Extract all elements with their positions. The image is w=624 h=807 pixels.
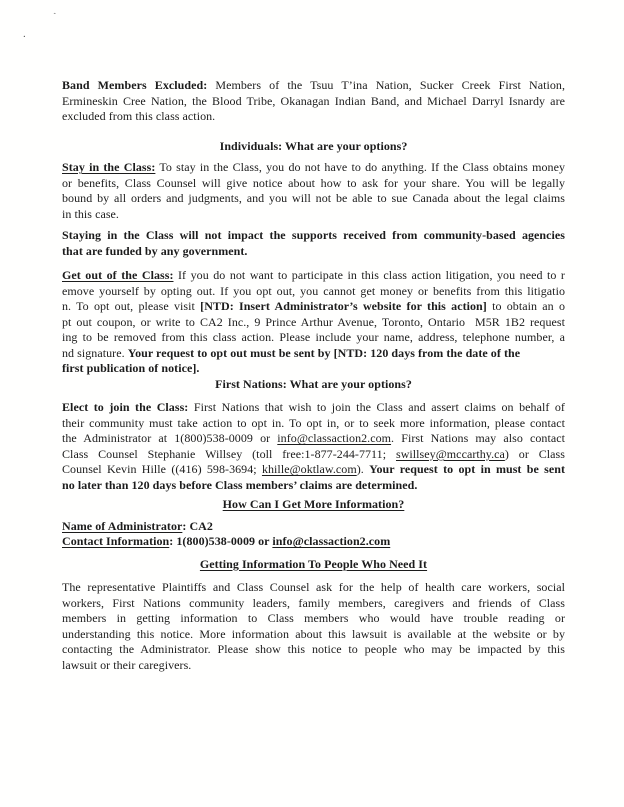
text-segment: excluded from this class action. <box>62 109 216 123</box>
text-line <box>62 534 565 550</box>
text-line <box>62 346 565 362</box>
text-segment: ing to be removed from this class action. Please include your name, address, telephone number, a <box>62 330 565 344</box>
text-segment: Ermineskin Cree Nation, the Blood Tribe, Okanagan Indian Band, and Michael Darryl Isnardy are <box>62 93 565 108</box>
text-line <box>62 244 565 260</box>
text-line <box>62 94 565 110</box>
text-line <box>62 478 565 494</box>
text-line <box>62 330 565 346</box>
heading-how-get-more-information: How Can I Get More Information? <box>222 497 405 511</box>
text-line <box>62 519 565 535</box>
text-segment: . First Nations may also contact <box>391 431 565 445</box>
emphasis-text: : CA2 <box>182 518 213 533</box>
email-text: khille@oktlaw.com <box>261 462 357 476</box>
text-line <box>62 462 565 478</box>
text-line <box>62 447 565 463</box>
text-segment: or benefits, Class Counsel will give notice about how to ask for your share. You will be legally <box>62 175 565 190</box>
text-segment: understanding this notice. More information about this lawsuit is available at the website or by <box>62 626 565 641</box>
text-line <box>62 315 565 331</box>
text-segment: their community must take action to opt in. To opt in, or to seek more information, please contact <box>62 415 565 430</box>
text-segment: the Administrator at 1(800)538-0009 or <box>62 431 278 445</box>
text-segment: pt out coupon, or write to CA2 Inc., 9 Prince Arthur Avenue, Toronto, Ontario M5R 1B2 request <box>62 314 565 329</box>
paragraph-band-members-excluded <box>62 78 565 125</box>
text-segment: ) or Class <box>504 446 565 461</box>
text-line <box>62 191 565 207</box>
emphasis-text: Band Members Excluded: <box>62 78 208 92</box>
emphasis-text: Contact Information <box>62 534 170 548</box>
emphasis-text: no later than 120 days before Class members’ claims are determined. <box>62 477 418 492</box>
text-line <box>62 78 565 94</box>
emphasis-text: first publication of notice]. <box>62 361 200 375</box>
text-segment: in this case. <box>62 206 119 221</box>
administrator-contact-block <box>62 519 565 550</box>
document-content <box>62 78 565 673</box>
text-line <box>62 658 565 674</box>
text-line <box>62 299 565 315</box>
text-line <box>62 176 565 192</box>
text-segment: Members of the Tsuu T’ina Nation, Sucker Creek First Nation, <box>207 78 565 92</box>
text-line <box>62 160 565 176</box>
text-line <box>62 611 565 627</box>
text-segment: If you do not want to participate in this class action litigation, you need to r <box>173 268 565 282</box>
text-segment: bound by all orders and judgments, and you will not be able to sue Canada about the legal claims <box>62 191 565 205</box>
text-segment: To stay in the Class, you do not have to do anything. If the Class obtains money <box>155 160 565 174</box>
emphasis-text: Elect to join the Class: <box>62 400 189 414</box>
heading-individuals-options: Individuals: What are your options? <box>219 138 408 153</box>
text-line <box>62 228 565 244</box>
text-segment: lawsuit or their caregivers. <box>62 657 192 672</box>
text-segment: emove yourself by opting out. If you opt out, you cannot get money or benefits from this litigatio <box>62 283 565 298</box>
email-text: info@classaction2.com <box>272 534 391 548</box>
text-segment: workers, First Nations community leaders, family members, caregivers and friends of Class <box>62 595 565 610</box>
text-line <box>62 109 565 125</box>
text-line <box>62 642 565 658</box>
text-line <box>62 431 565 447</box>
text-line <box>62 596 565 612</box>
emphasis-text: Staying in the Class will not impact the supports received from community-based agencies <box>62 228 565 242</box>
paragraph-elect-to-join <box>62 400 565 493</box>
emphasis-text: Your request to opt out must be sent by [NTD: 120 days from the date of the <box>127 345 521 360</box>
text-line <box>62 416 565 432</box>
emphasis-text: Name of Administrator <box>62 518 183 533</box>
text-line <box>62 400 565 416</box>
scan-artifact-mark: ` <box>52 10 59 22</box>
text-line <box>62 284 565 300</box>
emphasis-text: [NTD: Insert Administrator’s website for this action] <box>200 299 487 313</box>
paragraph-stay-in-class <box>62 160 565 222</box>
paragraph-staying-no-impact <box>62 228 565 259</box>
email-text: info@classaction2.com <box>277 431 392 445</box>
email-text: swillsey@mccarthy.ca <box>395 446 505 461</box>
text-segment: Class Counsel Stephanie Willsey (toll free:1-877-244-7711; <box>62 446 396 461</box>
paragraph-get-out-of-class <box>62 268 565 377</box>
emphasis-text: Get out of the Class: <box>62 268 174 282</box>
text-line <box>62 627 565 643</box>
paragraph-help-getting-information <box>62 580 565 673</box>
text-segment: First Nations that wish to join the Class and assert claims on behalf of <box>188 400 565 414</box>
text-segment: to obtain an o <box>486 299 566 313</box>
heading-getting-information-to-people: Getting Information To People Who Need It <box>199 556 428 571</box>
scan-artifact-dot: . <box>23 28 26 40</box>
emphasis-text: that are funded by any government. <box>62 243 248 258</box>
text-line <box>62 268 565 284</box>
text-segment: The representative Plaintiffs and Class Counsel ask for the help of health care workers, social <box>62 580 565 594</box>
text-line <box>62 580 565 596</box>
text-segment: n. To opt out, please visit <box>62 299 201 313</box>
heading-first-nations-options: First Nations: What are your options? <box>215 376 412 391</box>
text-line <box>62 361 565 377</box>
emphasis-text: : 1(800)538-0009 or <box>169 534 273 548</box>
text-segment: Counsel Kevin Hille ((416) 598-3694; <box>62 462 262 476</box>
text-segment: members in getting information to Class members who would have trouble reading or <box>62 611 565 625</box>
text-segment: nd signature. <box>62 345 128 360</box>
emphasis-text: Stay in the Class: <box>62 160 156 174</box>
text-segment: ). <box>356 462 370 476</box>
emphasis-text: Your request to opt in must be sent <box>369 462 565 476</box>
text-line <box>62 207 565 223</box>
text-segment: contacting the Administrator. Please show this notice to people who may be impacted by this <box>62 642 565 656</box>
